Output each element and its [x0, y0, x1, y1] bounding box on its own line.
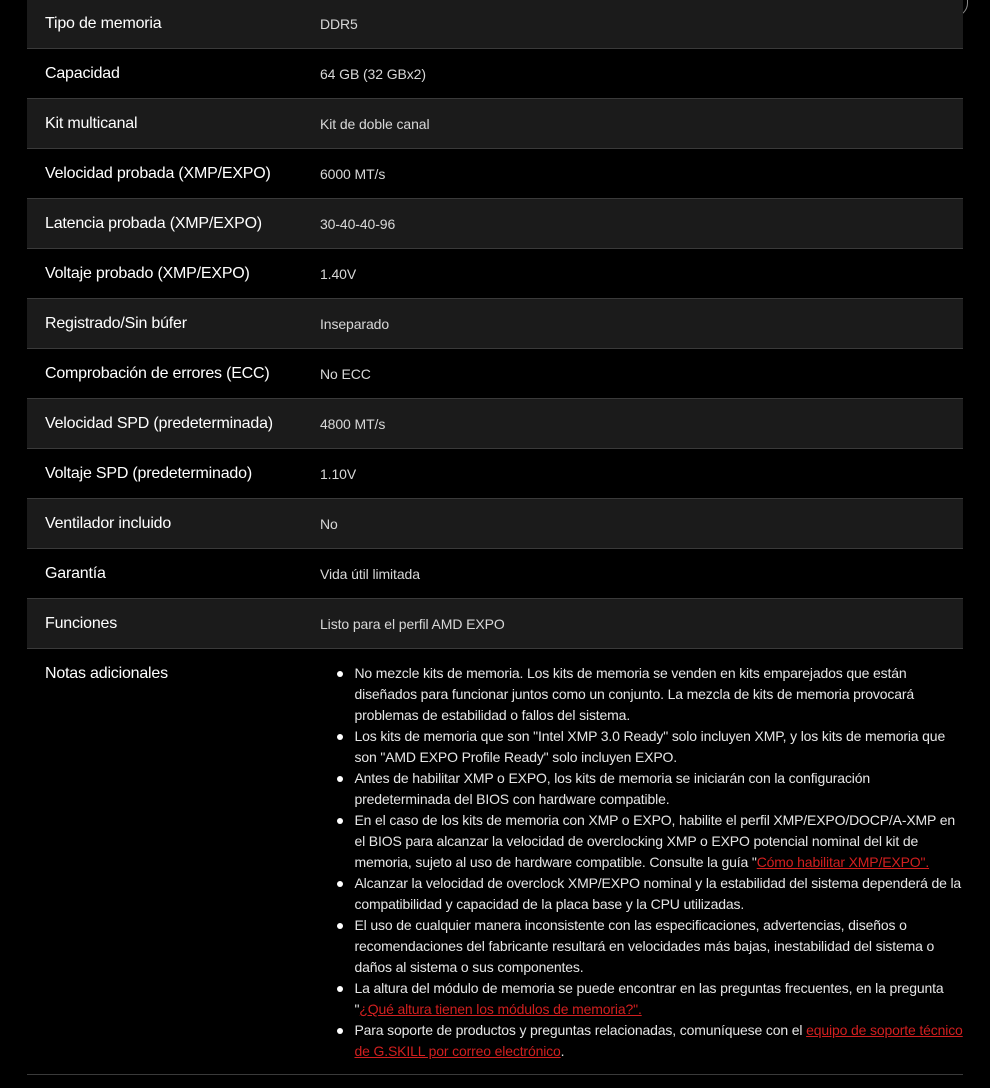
spec-row	[27, 249, 963, 299]
spec-value: Listo para el perfil AMD EXPO	[320, 615, 505, 632]
spec-label: Capacidad	[45, 64, 120, 82]
spec-row	[27, 499, 963, 549]
note-item	[354, 915, 963, 978]
spec-label: Comprobación de errores (ECC)	[45, 364, 270, 382]
note-link[interactable]: equipo de soporte técnico de G.SKILL por correo electrónico	[354, 1022, 963, 1059]
spec-row	[27, 299, 963, 349]
note-text: Para soporte de productos y preguntas relacionadas, comuníquese con el	[354, 1022, 807, 1038]
spec-label: Velocidad probada (XMP/EXPO)	[45, 164, 271, 182]
spec-label: Tipo de memoria	[45, 15, 162, 32]
spec-row	[27, 99, 963, 149]
spec-value: Vida útil limitada	[320, 565, 420, 582]
note-item	[354, 663, 963, 726]
spec-label: Voltaje SPD (predeterminado)	[45, 464, 252, 482]
note-text: La altura del módulo de memoria se puede encontrar en las preguntas frecuentes, en la pregunta "	[354, 980, 944, 1017]
note-text: Alcanzar la velocidad de overclock XMP/EXPO nominal y la estabilidad del sistema dependerá de la compatibilidad y capacidad de la placa base y la CPU utilizadas.	[354, 875, 962, 912]
spec-rows	[27, 0, 963, 649]
spec-row	[27, 399, 963, 449]
spec-value: 30-40-40-96	[320, 215, 396, 232]
spec-row	[27, 199, 963, 249]
spec-label: Garantía	[45, 564, 106, 582]
spec-value: 1.10V	[320, 465, 357, 482]
spec-label: Registrado/Sin búfer	[45, 314, 187, 332]
spec-row	[27, 349, 963, 399]
spec-row-notes	[27, 649, 963, 1075]
note-text: Los kits de memoria que son "Intel XMP 3.0 Ready" solo incluyen XMP, y los kits de memoria que son "AMD EXPO Profile Ready" solo incluyen EXPO.	[354, 728, 946, 765]
note-item	[354, 1020, 963, 1062]
spec-value: 4800 MT/s	[320, 415, 386, 432]
note-text: En el caso de los kits de memoria con XMP o EXPO, habilite el perfil XMP/EXPO/DOCP/A-XMP en el BIOS para alcanzar la velocidad de overclocking XMP o EXPO potencial nominal del kit de memoria, sujeto al uso de hardware compatible. Consulte la guía "	[354, 812, 956, 870]
spec-value: 1.40V	[320, 265, 357, 282]
spec-row	[27, 149, 963, 199]
note-item	[354, 873, 963, 915]
note-link[interactable]: Cómo habilitar XMP/EXPO".	[756, 854, 930, 870]
spec-table	[27, 0, 963, 1075]
notes-list	[314, 663, 963, 1062]
spec-label: Ventilador incluido	[45, 514, 172, 532]
spec-row	[27, 49, 963, 99]
note-link[interactable]: ¿Qué altura tienen los módulos de memoria?".	[359, 1001, 642, 1017]
spec-label: Latencia probada (XMP/EXPO)	[45, 214, 262, 232]
spec-label: Funciones	[45, 614, 118, 632]
spec-label: Notas adicionales	[45, 665, 168, 682]
spec-value: No	[320, 515, 338, 532]
spec-row	[27, 449, 963, 499]
spec-value: DDR5	[320, 16, 358, 32]
spec-row	[27, 599, 963, 649]
note-item	[354, 810, 963, 873]
spec-value: Kit de doble canal	[320, 115, 430, 132]
spec-row	[27, 549, 963, 599]
spec-label: Kit multicanal	[45, 114, 138, 132]
note-text: Antes de habilitar XMP o EXPO, los kits de memoria se iniciarán con la configuración predeterminada del BIOS con hardware compatible.	[354, 770, 870, 807]
spec-value: 64 GB (32 GBx2)	[320, 65, 426, 82]
spec-label: Velocidad SPD (predeterminada)	[45, 414, 273, 432]
spec-value: Inseparado	[320, 315, 390, 332]
note-item	[354, 768, 963, 810]
note-item	[354, 726, 963, 768]
note-text-after: .	[560, 1043, 565, 1059]
spec-label: Voltaje probado (XMP/EXPO)	[45, 264, 250, 282]
note-item	[354, 978, 963, 1020]
note-text: No mezcle kits de memoria. Los kits de memoria se venden en kits emparejados que están diseñados para funcionar juntos como un conjunto. La mezcla de kits de memoria provocará problemas de estabilidad o fallos del sistema.	[354, 665, 915, 723]
note-text: El uso de cualquier manera inconsistente con las especificaciones, advertencias, diseños o recomendaciones del fabricante resultará en velocidades más bajas, inestabilidad del sistema o daños al sistema o sus componentes.	[354, 917, 935, 975]
spec-value: No ECC	[320, 365, 371, 382]
spec-row	[27, 0, 963, 49]
spec-value: 6000 MT/s	[320, 165, 386, 182]
